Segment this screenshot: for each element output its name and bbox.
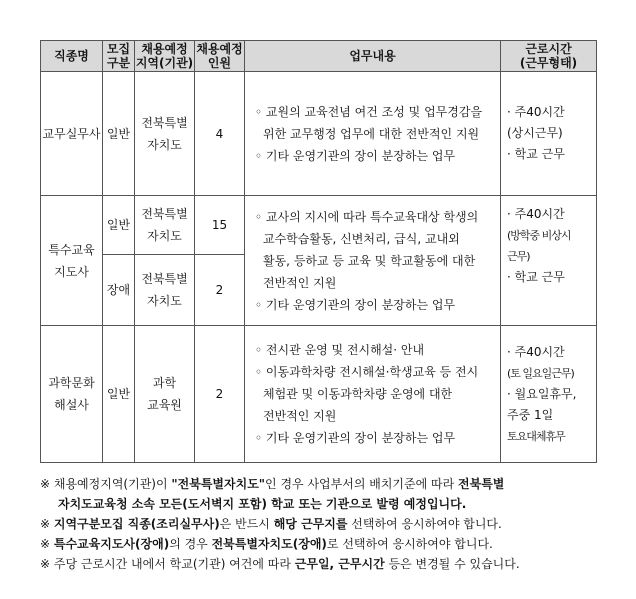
note-4 bbox=[40, 554, 600, 574]
duty-item: 위한 교무행정 업무에 대한 전반적인 지원 bbox=[263, 126, 480, 141]
header-recruit-line2: 구분 bbox=[106, 56, 131, 70]
note-bold: 해당 근무지를 bbox=[273, 517, 348, 531]
recruit-type: 일반 bbox=[106, 387, 131, 401]
work-hours-cell bbox=[501, 326, 597, 463]
duty-item: ◦ 교사의 지시에 따라 특수교육대상 학생의 bbox=[255, 209, 479, 224]
table-row bbox=[41, 326, 597, 463]
count-cell bbox=[195, 326, 245, 463]
note-2 bbox=[40, 514, 600, 534]
header-job bbox=[41, 41, 103, 72]
header-work-hours bbox=[501, 41, 597, 72]
header-recruit-type bbox=[103, 41, 135, 72]
note-text: ※ 주당 근로시간 내에서 학교(기관) 여건에 따라 bbox=[40, 557, 295, 571]
table-row bbox=[41, 196, 597, 255]
note-bold: 자치도교육청 소속 모든(도서벽지 포함) 학교 또는 기관으로 발령 예정입니다. bbox=[58, 497, 467, 511]
job-name-line1: 특수교육 bbox=[48, 242, 95, 257]
work-item: 근무) bbox=[507, 250, 530, 263]
work-hours-cell bbox=[501, 196, 597, 326]
work-item: (상시근무) bbox=[507, 126, 563, 140]
work-hours-cell bbox=[501, 72, 597, 196]
count-cell bbox=[195, 255, 245, 326]
header-region bbox=[135, 41, 195, 72]
duty-item: ◦ 기타 운영기관의 장이 분장하는 업무 bbox=[255, 297, 456, 312]
notes-section bbox=[40, 474, 600, 574]
work-item: · 주40시간 bbox=[507, 207, 565, 221]
region-line1: 과학 bbox=[152, 376, 177, 390]
header-work-line2: (근무형태) bbox=[519, 56, 578, 70]
header-count bbox=[195, 41, 245, 72]
header-region-line2: 지역(기관) bbox=[135, 56, 194, 70]
region-line2: 자치도 bbox=[147, 229, 182, 243]
duty-cell bbox=[245, 196, 501, 326]
header-count-line1: 채용예정 bbox=[196, 42, 243, 56]
count-cell bbox=[195, 72, 245, 196]
region-cell bbox=[135, 255, 195, 326]
note-1 bbox=[40, 474, 600, 494]
count-cell bbox=[195, 196, 245, 255]
duty-item: 전반적인 지원 bbox=[263, 275, 337, 290]
recruitment-table bbox=[40, 40, 597, 463]
header-recruit-line1: 모집 bbox=[106, 42, 131, 56]
note-text: ※ bbox=[40, 517, 54, 531]
note-text: 의 경우 bbox=[169, 537, 212, 551]
job-name: 교무실무사 bbox=[42, 126, 101, 141]
work-item: 주중 1일 bbox=[507, 407, 554, 422]
work-item: 토요대체휴무 bbox=[507, 429, 565, 443]
hire-count: 2 bbox=[215, 283, 224, 297]
duty-item: ◦ 이동과학차량 전시해설·학생교육 등 전시 bbox=[255, 365, 479, 379]
note-text: 은 반드시 bbox=[219, 517, 274, 531]
region-line2: 자치도 bbox=[147, 294, 182, 308]
duty-item: 교수학습활동, 신변처리, 급식, 교내외 bbox=[263, 231, 460, 246]
note-bold: 특수교육지도사(장애) bbox=[53, 537, 170, 551]
job-name-line2: 지도사 bbox=[54, 264, 89, 279]
region-line1: 전북특별 bbox=[141, 207, 188, 221]
hire-count: 15 bbox=[211, 218, 228, 232]
region-cell bbox=[135, 196, 195, 255]
job-name-cell bbox=[41, 326, 103, 463]
recruit-type: 장애 bbox=[106, 283, 131, 297]
hire-count: 2 bbox=[215, 387, 224, 401]
note-text: ※ bbox=[40, 537, 54, 551]
duty-cell bbox=[245, 72, 501, 196]
work-item: · 학교 근무 bbox=[507, 270, 565, 284]
header-region-line1: 채용예정 bbox=[141, 42, 188, 56]
header-work-line1: 근로시간 bbox=[525, 42, 572, 56]
work-item: (방학중 비상시 bbox=[507, 229, 571, 242]
note-bold: 전북특별 bbox=[458, 477, 505, 491]
work-item: · 월요일휴무, bbox=[507, 386, 577, 401]
work-item: · 학교 근무 bbox=[507, 147, 565, 161]
recruit-type: 일반 bbox=[106, 218, 131, 232]
region-line1: 전북특별 bbox=[141, 272, 188, 286]
job-name-cell bbox=[41, 72, 103, 196]
header-job-label: 직종명 bbox=[54, 49, 89, 63]
note-text: 선택하여 응시하여야 합니다. bbox=[347, 517, 502, 531]
job-name-cell bbox=[41, 196, 103, 326]
header-count-line2: 인원 bbox=[207, 56, 232, 70]
work-item: (토 일요일근무) bbox=[507, 366, 574, 380]
header-duty-label: 업무내용 bbox=[349, 49, 396, 63]
duty-item: ◦ 기타 운영기관의 장이 분장하는 업무 bbox=[255, 431, 456, 445]
region-line2: 자치도 bbox=[147, 137, 182, 152]
work-item: · 주40시간 bbox=[507, 105, 565, 119]
table-row bbox=[41, 72, 597, 196]
work-item: · 주40시간 bbox=[507, 344, 565, 359]
recruit-type-cell bbox=[103, 72, 135, 196]
job-name-line2: 해설사 bbox=[54, 398, 89, 412]
note-bold: 전북특별자치도(장애) bbox=[211, 537, 327, 551]
duty-item: 전반적인 지원 bbox=[263, 409, 337, 423]
note-text: 인 경우 사업부서의 배치기준에 따라 bbox=[265, 477, 459, 491]
note-text: 등은 변경될 수 있습니다. bbox=[384, 557, 520, 571]
hire-count: 4 bbox=[215, 126, 224, 141]
region-line1: 전북특별 bbox=[141, 115, 188, 130]
note-text: 로 선택하여 응시하여야 합니다. bbox=[326, 537, 493, 551]
duty-item: 활동, 등하교 등 교육 및 학교활동에 대한 bbox=[263, 253, 476, 268]
note-1-cont bbox=[40, 494, 600, 514]
region-cell bbox=[135, 72, 195, 196]
duty-item: 체험관 및 이동과학차량 운영에 대한 bbox=[263, 387, 453, 401]
note-bold: 근무일, 근무시간 bbox=[294, 557, 385, 571]
region-cell bbox=[135, 326, 195, 463]
duty-item: ◦ 전시관 운영 및 전시해설· 안내 bbox=[255, 343, 425, 357]
recruit-type: 일반 bbox=[106, 126, 131, 141]
note-3 bbox=[40, 534, 600, 554]
region-line2: 교육원 bbox=[147, 398, 182, 412]
duty-item: ◦ 교원의 교육전념 여건 조성 및 업무경감을 bbox=[255, 104, 483, 119]
recruit-type-cell bbox=[103, 196, 135, 255]
note-bold: "전북특별자치도" bbox=[171, 477, 266, 491]
note-text: ※ 채용예정지역(기관)이 bbox=[40, 477, 172, 491]
table-header-row bbox=[41, 41, 597, 72]
duty-item: ◦ 기타 운영기관의 장이 분장하는 업무 bbox=[255, 148, 456, 163]
duty-cell bbox=[245, 326, 501, 463]
header-duty bbox=[245, 41, 501, 72]
recruit-type-cell bbox=[103, 255, 135, 326]
note-bold: 지역구분모집 직종(조리실무사) bbox=[53, 517, 220, 531]
recruit-type-cell bbox=[103, 326, 135, 463]
job-name-line1: 과학문화 bbox=[48, 376, 95, 390]
